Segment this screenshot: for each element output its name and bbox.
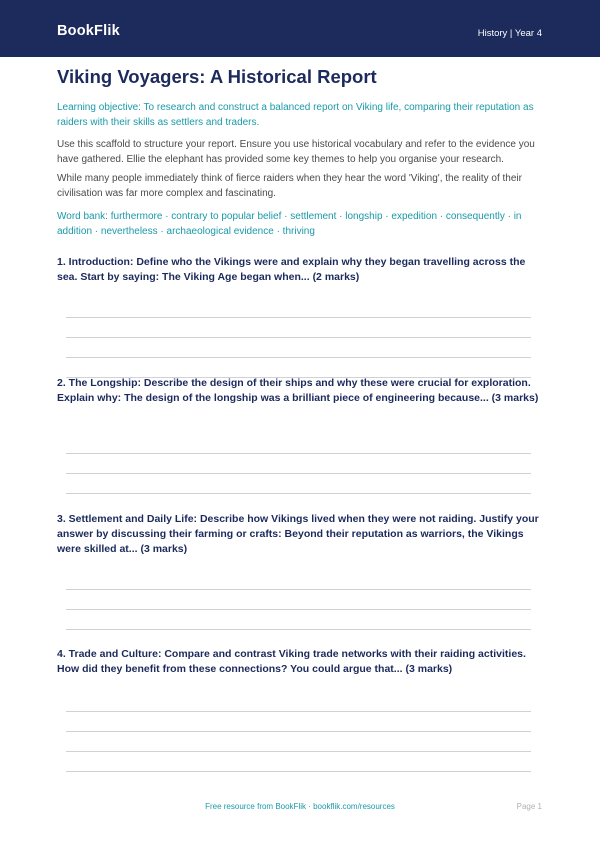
answer-line[interactable] [66,731,531,732]
answer-line[interactable] [66,357,531,358]
learning-objective: Learning objective: To research and construct a balanced report on Viking life, comparing their reputation as raiders with their skills as settlers and traders. [57,102,534,128]
answer-line[interactable] [66,473,531,474]
question-4: 4. Trade and Culture: Compare and contrast Viking trade networks with their raiding activities. How did they benefit from these connections? You could argue that... (3 marks) [57,648,526,675]
answer-line[interactable] [66,493,531,494]
answer-line[interactable] [66,751,531,752]
answer-line[interactable] [66,771,531,772]
answer-line[interactable] [66,453,531,454]
answer-line[interactable] [66,589,531,590]
page-number: Page 1 [516,802,542,811]
intro-text: While many people immediately think of fierce raiders when they hear the word 'Viking', the reality of their civilisation was far more complex and fascinating. [57,173,522,199]
page-title: Viking Voyagers: A Historical Report [57,66,377,87]
word-bank: Word bank: furthermore · contrary to popular belief · settlement · longship · expedition · consequently · in addition · nevertheless · archaeological evidence · thriving [57,211,522,237]
question-3: 3. Settlement and Daily Life: Describe how Vikings lived when they were not raiding. Justify your answer by discussing their farming or crafts: Beyond their reputation as warriors, the Vikings were skilled at... (3 marks) [57,513,539,555]
footer-resource-link[interactable]: Free resource from BookFlik · bookflik.com/resources [205,802,395,811]
subject-label: History | Year 4 [477,28,542,39]
header-bar [0,0,600,57]
answer-line[interactable] [66,337,531,338]
answer-line[interactable] [66,317,531,318]
question-2: 2. The Longship: Describe the design of their ships and why these were crucial for exploration. Explain why: The design of the longship was a brilliant piece of engineering because... (3 marks) [57,377,539,404]
brand-logo[interactable]: BookFlik [57,23,120,39]
instructions-text: Use this scaffold to structure your report. Ensure you use historical vocabulary and refer to the evidence you have gathered. Ellie the elephant has provided some key themes to help you organise your research. [57,139,535,165]
answer-line[interactable] [66,609,531,610]
answer-line[interactable] [66,711,531,712]
question-1: 1. Introduction: Define who the Vikings were and explain why they began travelling across the sea. Start by saying: The Viking Age began when... (2 marks) [57,256,526,283]
answer-line[interactable] [66,629,531,630]
